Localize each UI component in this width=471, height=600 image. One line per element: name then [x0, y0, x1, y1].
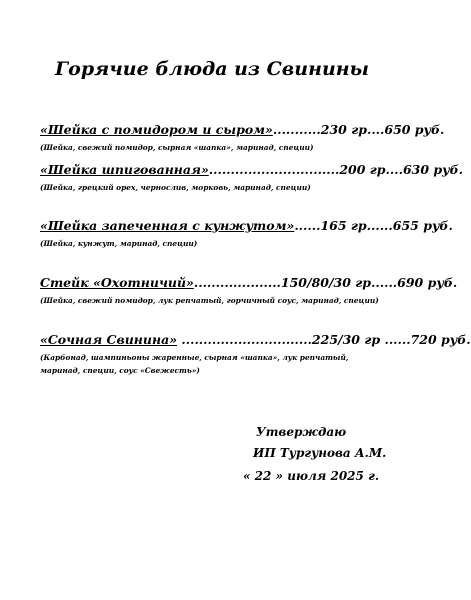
item-name: «Шейка шпигованная» [40, 162, 209, 177]
item-name: «Сочная Свинина» [40, 332, 178, 347]
approval-label: Утверждаю [256, 425, 347, 439]
item-weight-price: ...........230 гр....650 руб. [272, 122, 445, 137]
menu-item [40, 162, 463, 194]
item-weight-price: ....................150/80/30 гр......690 руб. [193, 275, 458, 290]
item-weight-price: ..............................200 гр....630 руб. [208, 162, 463, 177]
menu-item [40, 218, 453, 250]
page-title: Горячие блюда из Свинины [55, 58, 369, 80]
item-line [40, 162, 463, 178]
item-description: (Шейка, свежий помидор, сырная «шапка», маринад, специи) [40, 143, 314, 152]
menu-item [40, 275, 458, 307]
item-weight-price: ..............................225/30 гр ......720 руб. [177, 332, 471, 347]
item-name: «Шейка запеченная с кунжутом» [40, 218, 295, 233]
item-line [40, 122, 445, 138]
item-name: «Шейка с помидором и сыром» [40, 122, 273, 137]
item-line [40, 275, 458, 291]
approval-date: « 22 » июля 2025 г. [243, 469, 379, 483]
item-description: (Карбонад, шампиньоны жаренные, сырная «шапка», лук репчатый, маринад, специи, соус «Свежесть») [40, 353, 349, 375]
menu-item [40, 332, 471, 377]
approval-name: ИП Тургунова А.М. [253, 446, 387, 460]
menu-item [40, 122, 445, 154]
item-weight-price: ......165 гр......655 руб. [294, 218, 453, 233]
item-name: Стейк «Охотничий» [40, 275, 194, 290]
item-line [40, 218, 453, 234]
item-line [40, 332, 471, 348]
item-description: (Шейка, кунжут, маринад, специи) [40, 239, 198, 248]
item-description: (Шейка, грецкий орех, чернослив, морковь, маринад, специи) [40, 183, 311, 192]
item-description: (Шейка, свежий помидор, лук репчатый, горчичный соус, маринад, специи) [40, 296, 379, 305]
